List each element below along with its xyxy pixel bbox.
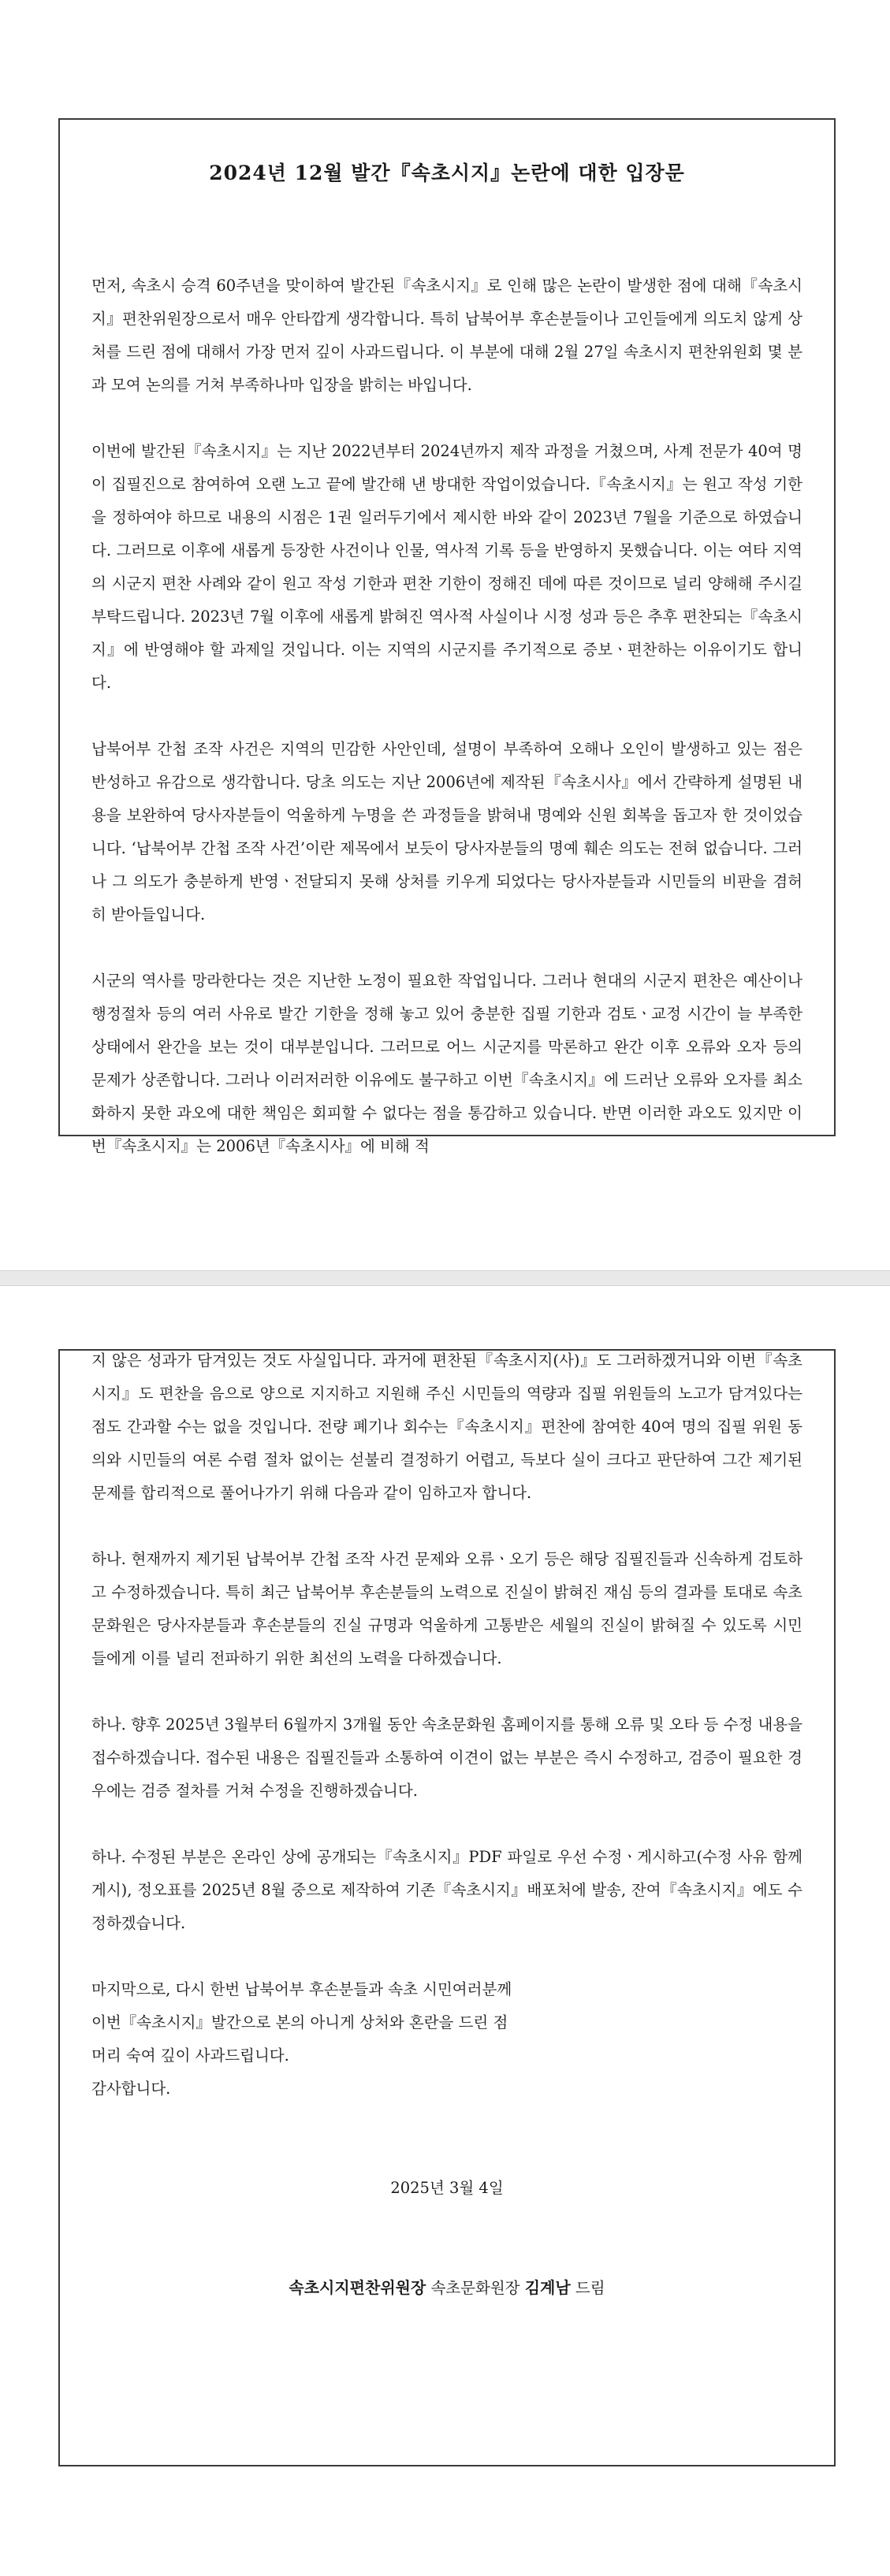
paragraph: 시군의 역사를 망라한다는 것은 지난한 노정이 필요한 작업입니다. 그러나 현대의 시군지 편찬은 예산이나 행정절차 등의 여러 사유로 발간 기한을 정해 놓고 있어 충분한 집필 기한과 검토ㆍ교정 시간이 늘 부족한 상태에서 완간을 보는 것이 대부분입니다. 그러므로 어느 시군지를 막론하고 완간 이후 오류와 오자 등의 문제가 상존합니다. 그러나 이러저러한 이유에도 불구하고 이번『속초시지』에 드러난 오류와 오자를 최소화하지 못한 과오에 대한 책임은 회피할 수 없다는 점을 통감하고 있습니다. 반면 이러한 과오도 있지만 이번『속초시지』는 2006년『속초시사』에 비해 적 — [91, 972, 802, 1155]
paragraph: 납북어부 간첩 조작 사건은 지역의 민감한 사안인데, 설명이 부족하여 오해나 오인이 발생하고 있는 점은 반성하고 유감으로 생각합니다. 당초 의도는 지난 2006년에 제작된『속초시사』에서 간략하게 설명된 내용을 보완하여 당사자분들이 억울하게 누명을 쓴 과정들을 밝혀내 명예와 신원 회복을 돕고자 한 것이었습니다. ‘납북어부 간첩 조작 사건’이란 제목에서 보듯이 당사자분들의 명예 훼손 의도는 전혀 없습니다. 그러나 그 의도가 충분하게 반영ㆍ전달되지 못해 상처를 키우게 되었다는 당사자분들과 시민들의 비판을 겸허히 받아들입니다. — [91, 740, 802, 924]
document-page-2 — [58, 1349, 836, 2466]
paragraph: 하나. 수정된 부분은 온라인 상에 공개되는『속초시지』PDF 파일로 우선 수정ㆍ게시하고(수정 사유 함께 게시), 정오표를 2025년 8월 중으로 제작하여 기존『속초시지』배포처에 발송, 잔여『속초시지』에도 수정하겠습니다. — [91, 1848, 802, 1932]
document-page-1 — [58, 118, 836, 1155]
paragraph: 지 않은 성과가 담겨있는 것도 사실입니다. 과거에 편찬된『속초시지(사)』도 그러하겠거니와 이번『속초시지』도 편찬을 음으로 양으로 지지하고 지원해 주신 시민들의 역량과 집필 위원들의 노고가 담겨있다는 점도 간과할 수는 없을 것입니다. 전량 폐기나 회수는『속초시지』편찬에 참여한 40여 명의 집필 위원 동의와 시민들의 여론 수렴 절차 없이는 섣불리 결정하기 어렵고, 득보다 실이 크다고 판단하여 그간 제기된 문제를 합리적으로 풀어나가기 위해 다음과 같이 임하고자 합니다. — [91, 1351, 802, 1502]
signature-block — [91, 2271, 802, 2305]
closing-line: 감사합니다. — [91, 2080, 171, 2098]
closing-line: 이번『속초시지』발간으로 본의 아니게 상처와 혼란을 드린 점 — [91, 2013, 508, 2031]
paragraph: 하나. 현재까지 제기된 납북어부 간첩 조작 사건 문제와 오류ㆍ오기 등은 해당 집필진들과 신속하게 검토하고 수정하겠습니다. 특히 최근 납북어부 후손분들의 노력으로 진실이 밝혀진 재심 등의 결과를 토대로 속초문화원은 당사자분들과 후손분들의 진실 규명과 억울하게 고통받은 세월의 진실이 밝혀질 수 있도록 시민들에게 이를 널리 전파하기 위한 최선의 노력을 다하겠습니다. — [91, 1550, 802, 1667]
page-separator — [0, 1270, 890, 1286]
paragraph: 이번에 발간된『속초시지』는 지난 2022년부터 2024년까지 제작 과정을 거쳤으며, 사계 전문가 40여 명이 집필진으로 참여하여 오랜 노고 끝에 발간해 낸 방대한 작업이었습니다.『속초시지』는 원고 작성 기한을 정하여야 하므로 내용의 시점은 1권 일러두기에서 제시한 바와 같이 2023년 7월을 기준으로 하였습니다. 그러므로 이후에 새롭게 등장한 사건이나 인물, 역사적 기록 등을 반영하지 못했습니다. 이는 여타 지역의 시군지 편찬 사례와 같이 원고 작성 기한과 편찬 기한이 정해진 데에 따른 것이므로 널리 양해해 주시길 부탁드립니다. 2023년 7월 이후에 새롭게 밝혀진 역사적 사실이나 시정 성과 등은 추후 편찬되는『속초시지』에 반영해야 할 과제일 것입니다. 이는 지역의 시군지를 주기적으로 증보ㆍ편찬하는 이유이기도 합니다. — [91, 442, 802, 692]
signature-org: 속초문화원장 — [430, 2279, 520, 2297]
closing-line: 머리 숙여 깊이 사과드립니다. — [91, 2046, 289, 2065]
closing-remarks — [91, 1973, 802, 2106]
page-2-body — [91, 1344, 802, 2305]
document-title: 2024년 12월 발간『속초시지』논란에 대한 입장문 — [209, 162, 685, 184]
document-date: 2025년 3월 4일 — [390, 2179, 504, 2197]
page-1-body — [91, 269, 802, 1196]
paragraph: 하나. 향후 2025년 3월부터 6월까지 3개월 동안 속초문화원 홈페이지를 통해 오류 및 오타 등 수정 내용을 접수하겠습니다. 접수된 내용은 집필진들과 소통하여 이견이 없는 부분은 즉시 수정하고, 검증이 필요한 경우에는 검증 절차를 거쳐 수정을 진행하겠습니다. — [91, 1715, 802, 1800]
signature-name: 김계남 — [524, 2278, 571, 2297]
signature-suffix: 드림 — [575, 2279, 605, 2297]
paragraph: 먼저, 속초시 승격 60주년을 맞이하여 발간된『속초시지』로 인해 많은 논란이 발생한 점에 대해『속초시지』편찬위원장으로서 매우 안타깝게 생각합니다. 특히 납북어부 후손분들이나 고인들에게 의도치 않게 상처를 드린 점에 대해서 가장 먼저 깊이 사과드립니다. 이 부분에 대해 2월 27일 속초시지 편찬위원회 몇 분과 모여 논의를 거쳐 부족하나마 입장을 밝히는 바입니다. — [91, 277, 802, 394]
closing-line: 마지막으로, 다시 한번 납북어부 후손분들과 속초 시민여러분께 — [91, 1980, 512, 1998]
signature-title: 속초시지편찬위원장 — [289, 2278, 426, 2297]
